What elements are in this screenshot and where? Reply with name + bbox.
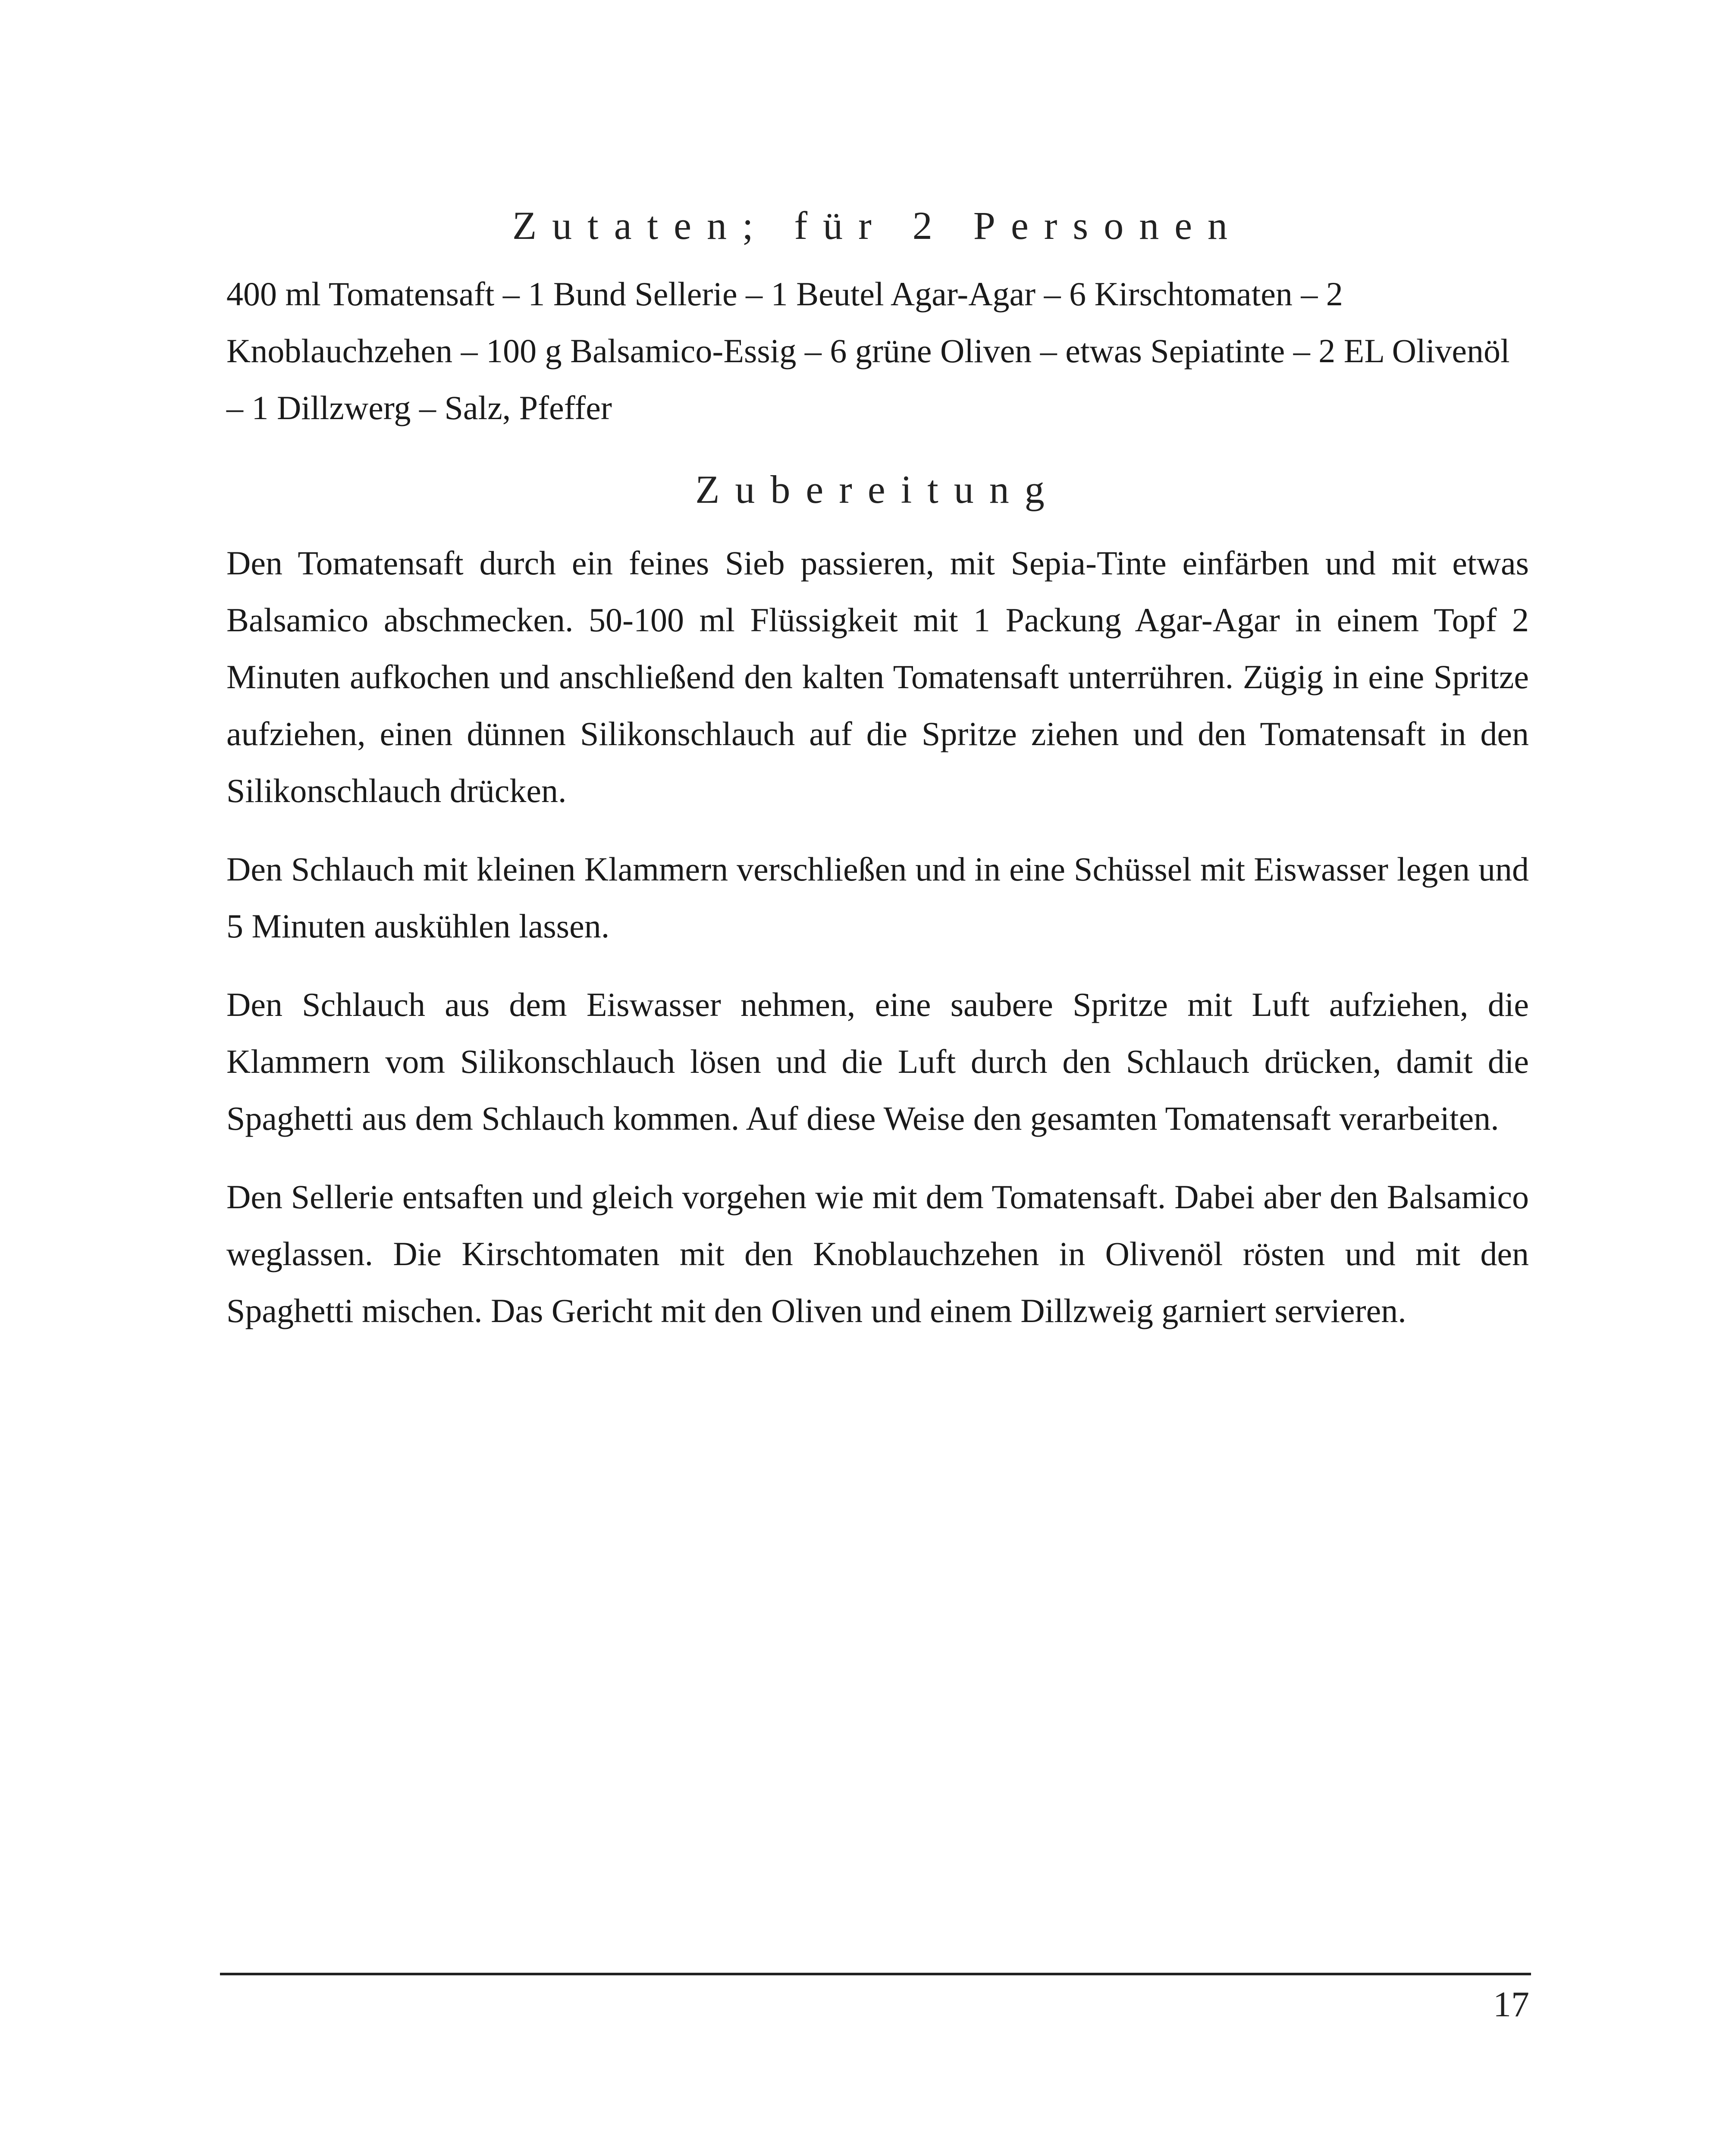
preparation-paragraph-4: Den Sellerie entsaften und gleich vorgehen wie mit dem Tomatensaft. Dabei aber den Balsamico weglassen. Die Kirschtomaten mit den Knoblauchzehen in Olivenöl rösten und mit den Spaghetti mischen. Das Gericht mit den Oliven und einem Dillzweig garniert servieren. bbox=[226, 1178, 1529, 1329]
preparation-paragraph-1: Den Tomatensaft durch ein feines Sieb passieren, mit Sepia-Tinte einfärben und mit etwas Balsamico abschmecken. 50-100 ml Flüssigkeit mit 1 Packung Agar-Agar in einem Topf 2 Minuten aufkochen und anschließend den kalten Tomatensaft unterrühren. Zügig in eine Spritze aufziehen, einen dünnen Silikonschlauch auf die Spritze ziehen und den Tomatensaft in den Silikonschlauch drücken. bbox=[226, 544, 1529, 809]
ingredients-list: 400 ml Tomatensaft – 1 Bund Sellerie – 1 Beutel Agar-Agar – 6 Kirschtomaten – 2 Knoblauchzehen – 100 g Balsamico-Essig – 6 grüne Oliven – etwas Sepiatinte – 2 EL Olivenöl – 1 Dillzwerg – Salz, Pfeffer bbox=[226, 275, 1510, 426]
preparation-heading: Zubereitung bbox=[695, 467, 1060, 511]
page-content bbox=[226, 203, 1529, 1361]
ingredients-heading: Zutaten; für 2 Personen bbox=[512, 204, 1243, 248]
preparation-paragraph-3: Den Schlauch aus dem Eiswasser nehmen, eine saubere Spritze mit Luft aufziehen, die Klammern vom Silikonschlauch lösen und die Luft durch den Schlauch drücken, damit die Spaghetti aus dem Schlauch kommen. Auf diese Weise den gesamten Tomatensaft verarbeiten. bbox=[226, 986, 1529, 1137]
preparation-paragraph-2: Den Schlauch mit kleinen Klammern verschließen und in eine Schüssel mit Eiswasser legen und 5 Minuten auskühlen lassen. bbox=[226, 850, 1529, 945]
footer-rule bbox=[220, 1973, 1531, 1975]
page-number: 17 bbox=[1493, 1984, 1529, 2024]
